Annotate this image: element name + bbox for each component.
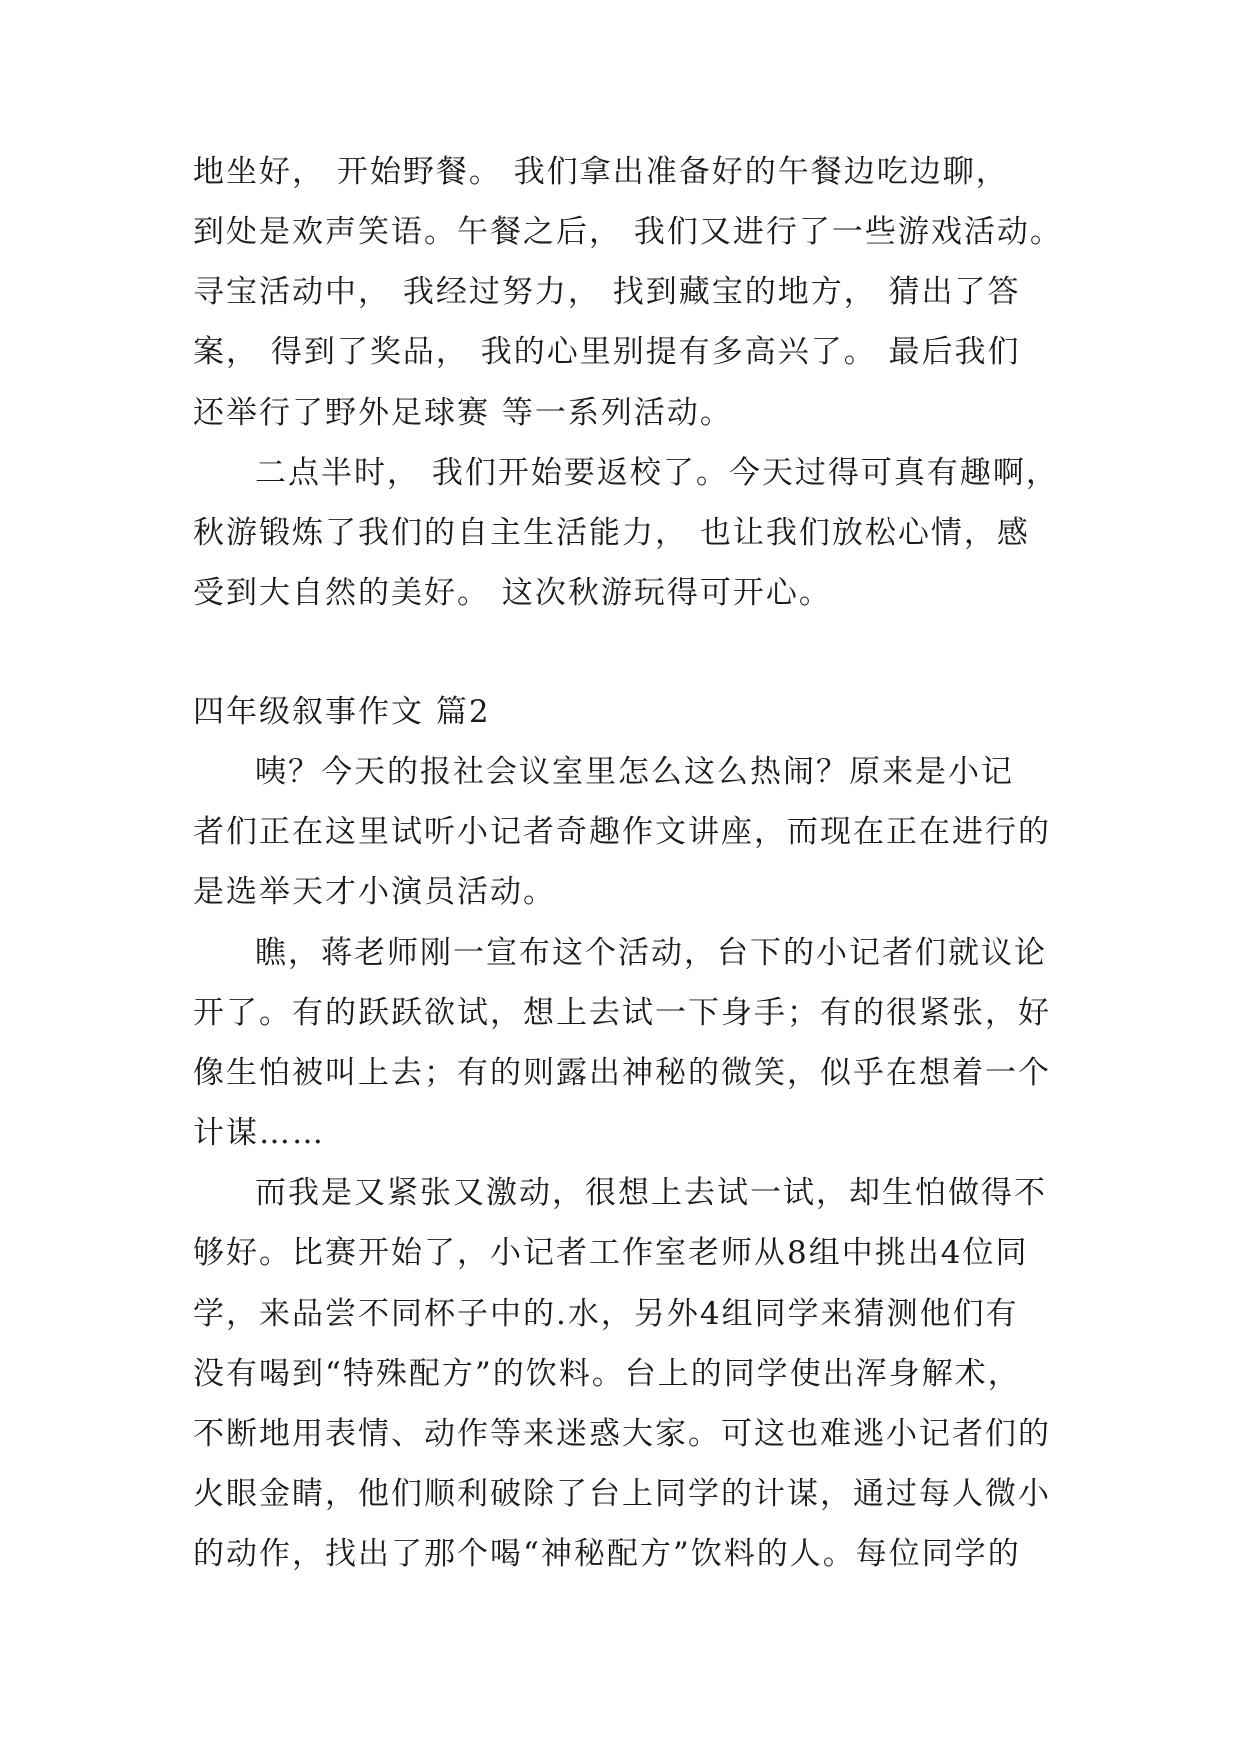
paragraph-line: 寻宝活动中， 我经过努力， 找到藏宝的地方， 猜出了答	[193, 274, 1021, 310]
paragraph-line: 火眼金睛，他们顺利破除了台上同学的计谋，通过每人微小	[193, 1476, 1051, 1512]
paragraph-line: 而我是又紧张又激动，很想上去试一试，却生怕做得不	[255, 1175, 1047, 1211]
paragraph-line: 学，来品尝不同杯子中的.水，另外4组同学来猜测他们有	[193, 1296, 1019, 1332]
paragraph-line: 秋游锻炼了我们的自主生活能力， 也让我们放松心情，感	[193, 515, 1030, 551]
paragraph-line: 计谋……	[193, 1115, 325, 1151]
paragraph-line: 瞧，蒋老师刚一宣布这个活动，台下的小记者们就议论	[255, 935, 1047, 971]
paragraph-line: 还举行了野外足球赛 等一系列活动。	[193, 395, 733, 431]
paragraph-line: 没有喝到“特殊配方”的饮料。台上的同学使出浑身解术，	[193, 1356, 1021, 1392]
paragraph-line: 地坐好， 开始野餐。 我们拿出准备好的午餐边吃边聊，	[193, 154, 1009, 190]
paragraph-line: 像生怕被叫上去；有的则露出神秘的微笑，似乎在想着一个	[193, 1055, 1051, 1091]
paragraph-line: 者们正在这里试听小记者奇趣作文讲座，而现在正在进行的	[193, 814, 1051, 850]
paragraph-line: 案， 得到了奖品， 我的心里别提有多高兴了。 最后我们	[193, 334, 1021, 370]
paragraph-line: 受到大自然的美好。 这次秋游玩得可开心。	[193, 575, 832, 611]
paragraph-line: 是选举天才小演员活动。	[193, 874, 556, 910]
paragraph-line: 的动作，找出了那个喝“神秘配方”饮料的人。每位同学的	[193, 1536, 1021, 1572]
paragraph-line: 到处是欢声笑语。午餐之后， 我们又进行了一些游戏活动。	[193, 214, 1063, 250]
paragraph-line: 咦？今天的报社会议室里怎么这么热闹？原来是小记	[255, 754, 1014, 790]
paragraph-line: 开了。有的跃跃欲试，想上去试一下身手；有的很紧张，好	[193, 995, 1051, 1031]
paragraph-line: 够好。比赛开始了，小记者工作室老师从8组中挑出4位同	[193, 1235, 1029, 1271]
section-heading: 四年级叙事作文 篇2	[193, 694, 491, 730]
paragraph-line: 二点半时， 我们开始要返校了。今天过得可真有趣啊，	[255, 455, 1059, 491]
paragraph-line: 不断地用表情、动作等来迷惑大家。可这也难逃小记者们的	[193, 1416, 1051, 1452]
